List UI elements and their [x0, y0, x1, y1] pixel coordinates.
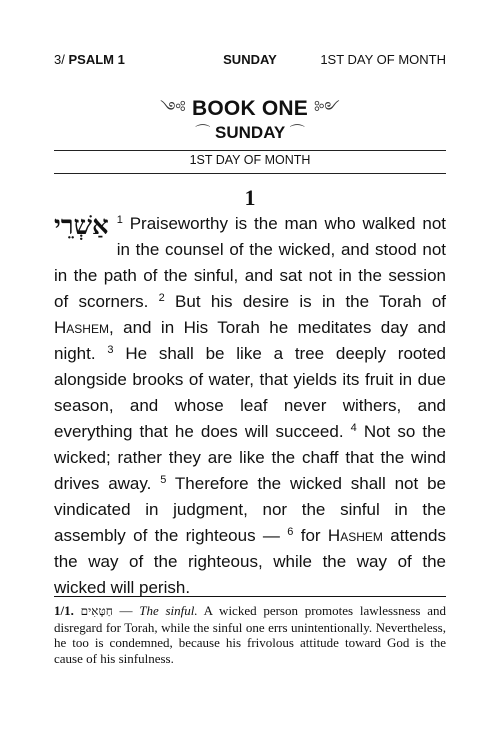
psalm-text	[54, 211, 446, 601]
running-head-day: SUNDAY	[223, 52, 277, 67]
page-number: 3	[54, 52, 62, 67]
heading-rule-bottom	[54, 173, 446, 174]
verse-number: 5	[160, 474, 167, 486]
swirl-left-icon: ⌒	[195, 124, 211, 141]
verse-number: 4	[350, 422, 357, 434]
footnote-hebrew-term: חַטָּאִים	[80, 604, 113, 618]
verse-text: He shall be like a tree deeply rooted alongside brooks of water, that yields its fruit in due season, and whose leaf never withers, and everything that he does will succeed.	[54, 344, 446, 441]
book-title-text: BOOK ONE	[192, 97, 308, 120]
footnote	[54, 603, 446, 666]
divine-name: Hashem	[327, 526, 383, 545]
ornament-left-icon: ༺	[160, 100, 186, 117]
verse-number: 3	[107, 344, 114, 356]
psalm-number: 1	[244, 185, 256, 210]
verse-text: , and in His Torah he meditates day and night.	[54, 318, 446, 363]
verse-text: attends the way of the righteous, while the way of the wicked will perish.	[54, 526, 446, 597]
footnote-dash: —	[119, 603, 133, 618]
footnote-text: A wicked person promotes lawlessness and disregard for Torah, while the sinful one errs unintentionally. Nevertheless, he too is condemned, because his frivolous attitude toward God is the cause of his sinfulness.	[54, 603, 446, 666]
verse-text: Therefore the wicked shall not be vindicated in judgment, nor the sinful in the assembly of the righteous —	[54, 474, 446, 545]
divine-name: Hashem	[54, 318, 109, 337]
running-head	[54, 52, 446, 72]
verse-text: for	[300, 526, 328, 545]
page-separator: /	[61, 52, 65, 67]
day-heading	[0, 121, 500, 143]
footnote-rule	[54, 596, 446, 597]
verse-text: Praiseworthy is the man who walked not in the counsel of the wicked, and stood not in the path of the sinful, and sat not in the session of scorners.	[54, 214, 446, 311]
swirl-right-icon: ⌒	[289, 124, 305, 141]
verse-number: 1	[116, 214, 123, 226]
day-heading-text: SUNDAY	[215, 123, 285, 142]
footnote-term: The sinful.	[139, 603, 198, 618]
running-head-section: PSALM 1	[68, 52, 125, 67]
ornament-right-icon: ༻	[314, 100, 340, 117]
verse-text: But his desire is in the Torah of	[175, 292, 447, 311]
opening-hebrew-word: אַשְׁרֵי	[54, 211, 109, 241]
verse-text: Not so the wicked; rather they are like the chaff that the wind drives away.	[54, 422, 446, 493]
verse-number: 6	[287, 526, 294, 538]
day-of-month-heading: 1ST DAY OF MONTH	[189, 153, 311, 167]
footnote-reference: 1/1.	[54, 603, 74, 618]
running-head-day-of-month: 1ST DAY OF MONTH	[320, 52, 446, 67]
heading-rule-top	[54, 150, 446, 151]
verse-number: 2	[158, 292, 165, 304]
